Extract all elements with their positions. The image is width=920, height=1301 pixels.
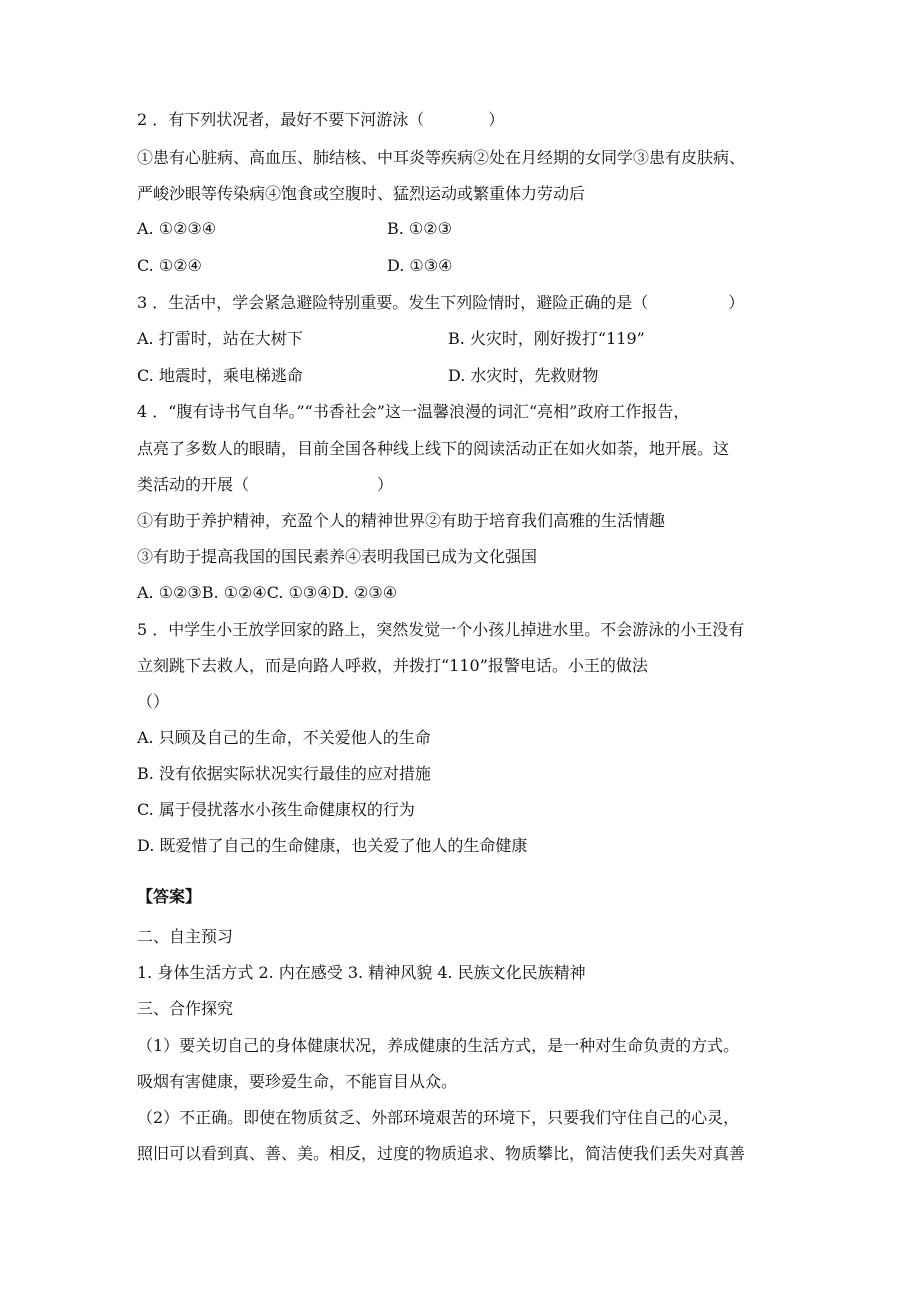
q4-item-line1: ①有助于养护精神，充盈个人的精神世界②有助于培育我们高雅的生活情趣: [137, 511, 666, 530]
q3-option-b: B. 火灾时，刚好拨打“119”: [448, 329, 645, 348]
section3-title: 三、合作探究: [137, 999, 234, 1018]
q4-stem-line2: 点亮了多数人的眼睛，目前全国各种线上线下的阅读活动正在如火如荼，地开展。这: [137, 439, 730, 458]
q5-option-a: A. 只顾及自己的生命，不关爱他人的生命: [137, 728, 431, 747]
q2-option-a: A. ①②③④: [137, 219, 217, 238]
q2-body-line1: ①患有心脏病、高血压、肺结核、中耳炎等疾病②处在月经期的女同学③患有皮肤病、: [137, 148, 746, 167]
answer-p2-line1: （2）不正确。即使在物质贫乏、外部环境艰苦的环境下，只要我们守住自己的心灵，: [137, 1108, 740, 1127]
answer-heading: 【答案】: [137, 887, 202, 906]
section2-content: 1. 身体生活方式 2. 内在感受 3. 精神风貌 4. 民族文化民族精神: [137, 963, 586, 982]
q3-option-a: A. 打雷时，站在大树下: [137, 329, 303, 348]
q5-option-b: B. 没有依据实际状况实行最佳的应对措施: [137, 764, 431, 783]
q5-option-c: C. 属于侵扰落水小孩生命健康权的行为: [137, 800, 415, 819]
q5-option-d: D. 既爱惜了自己的生命健康，也关爱了他人的生命健康: [137, 836, 528, 855]
q4-item-line2: ③有助于提高我国的国民素养④表明我国已成为文化强国: [137, 547, 538, 566]
q4-stem-line1: 4 ．“腹有诗书气自华。”“书香社会”这一温馨浪漫的词汇“亮相”政府工作报告，: [137, 402, 690, 421]
q2-body-line2: 严峻沙眼等传染病④饱食或空腹时、猛烈运动或繁重体力劳动后: [137, 184, 586, 203]
q2-stem: 2 ．有下列状况者，最好不要下河游泳（ ）: [137, 110, 505, 129]
section2-title: 二、自主预习: [137, 927, 234, 946]
answer-p2-line2: 照旧可以看到真、善、美。相反，过度的物质追求、物质攀比，简洁使我们丢失对真善: [137, 1144, 746, 1163]
q4-stem-line3: 类活动的开展（ ）: [137, 475, 394, 494]
q2-option-d: D. ①③④: [387, 256, 453, 275]
q5-stem-line1: 5 ．中学生小王放学回家的路上，突然发觉一个小孩儿掉进水里。不会游泳的小王没有: [137, 620, 745, 639]
q3-option-d: D. 水灾时，先救财物: [448, 366, 599, 385]
q2-option-b: B. ①②③: [387, 219, 452, 238]
q2-option-c: C. ①②④: [137, 256, 202, 275]
q5-stem-line2: 立刻跳下去救人，而是向路人呼救，并拨打“110”报警电话。小王的做法: [137, 656, 648, 675]
answer-p1-line2: 吸烟有害健康，要珍爱生命，不能盲目从众。: [137, 1072, 458, 1091]
q3-stem: 3 ．生活中，学会紧急避险特别重要。发生下列险情时，避险正确的是（ ）: [137, 293, 745, 312]
q3-option-c: C. 地震时，乘电梯逃命: [137, 366, 303, 385]
q4-options: A. ①②③B. ①②④C. ①③④D. ②③④: [137, 583, 398, 602]
q5-answer-paren: （）: [137, 692, 170, 711]
answer-p1-line1: （1）要关切自己的身体健康状况，养成健康的生活方式，是一种对生命负责的方式。: [137, 1036, 740, 1055]
